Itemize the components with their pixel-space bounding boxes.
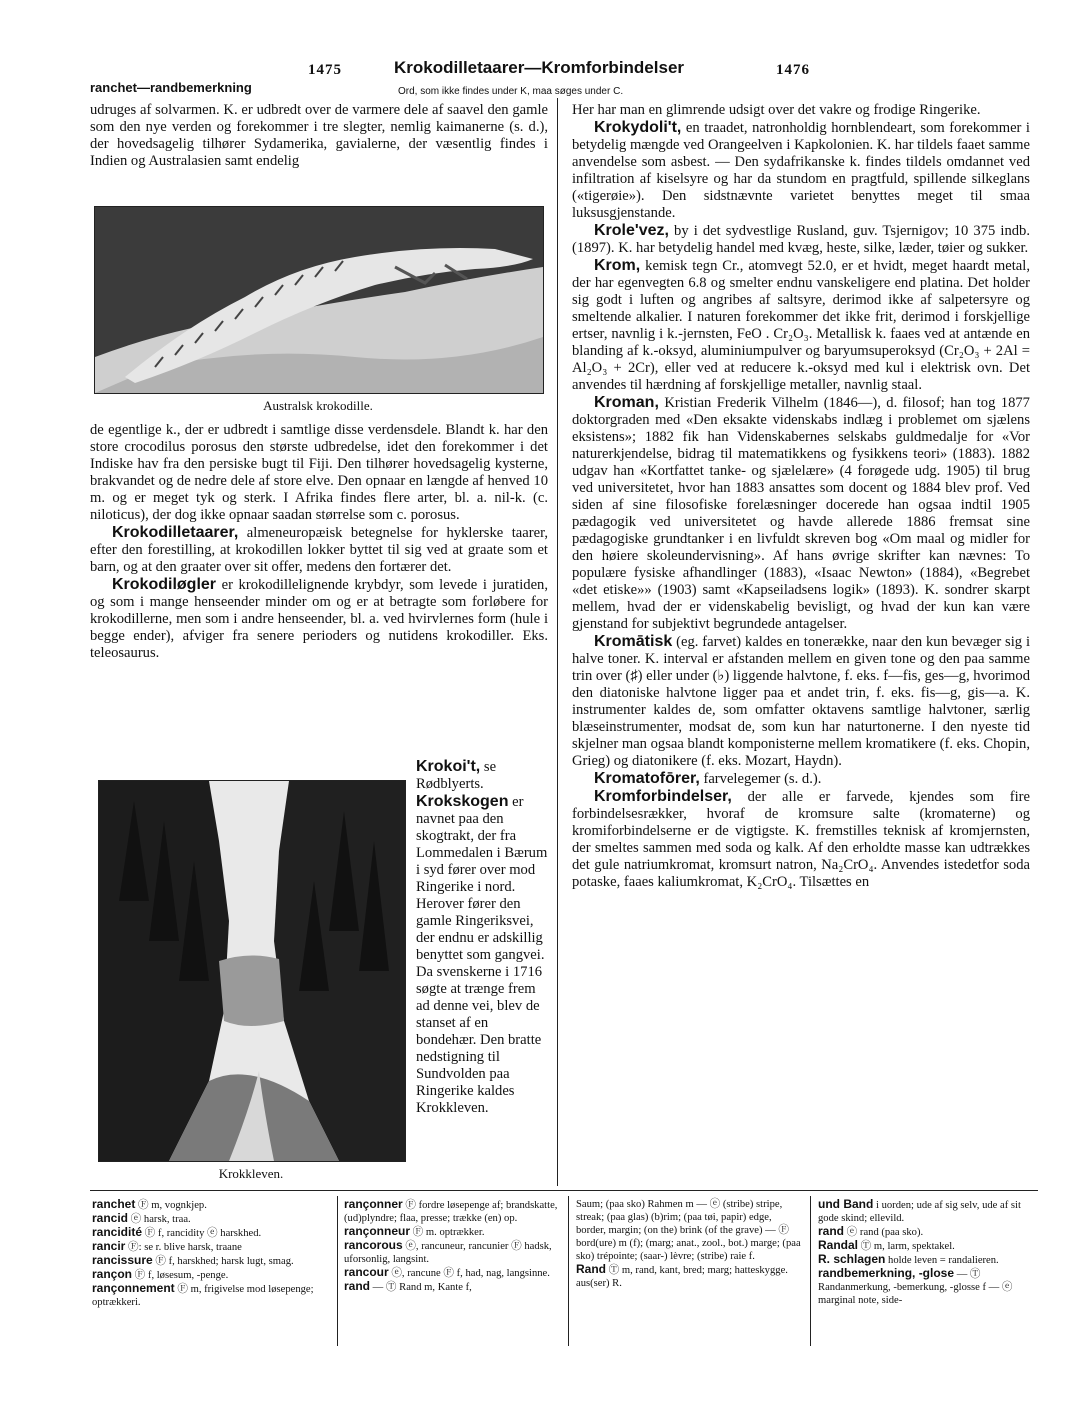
crocodile-caption: Australsk krokodille. <box>263 398 373 413</box>
glossary-word: rançon <box>92 1267 133 1281</box>
glossary-text: — Ⓣ Randanmerkung, -bemerkung, -glosse f — ⓔ marginal note, side- <box>818 1269 1013 1306</box>
column-divider <box>557 98 558 1186</box>
glossary-column-3 <box>576 1198 802 1290</box>
glossary-text: i uorden; ude af sig selv, ude af sit gode skind; ellevild. <box>818 1200 1021 1224</box>
glossary-entry <box>576 1198 802 1263</box>
glossary-column-4 <box>818 1198 1038 1307</box>
entry-text: farvelegemer (s. d.). <box>703 771 822 787</box>
glossary-text: ⓔ, rancuneur, rancunier Ⓕ hadsk, uforsonlig, langsint. <box>344 1241 552 1265</box>
crocodile-photo <box>94 206 544 394</box>
entry-krom <box>572 257 1030 394</box>
glossary-text: Ⓕ m, vognkjep. <box>138 1200 207 1211</box>
footer-divider-3 <box>810 1196 811 1346</box>
headword: Krokoi't, <box>416 758 481 775</box>
glossary-word: rancid <box>92 1211 129 1225</box>
glossary-entry <box>344 1280 560 1294</box>
headword: Krokodilletaarer, <box>112 524 239 541</box>
glossary-text: Ⓕ f, rancidity ⓔ harskhed. <box>144 1228 262 1239</box>
glossary-word: rancorous <box>344 1238 403 1252</box>
crocodile-species-text: de egentlige k., der er udbredt i samtlige disse verdensdele. Blandt k. har den store crocodilus porosus den største udbredelse, idet den forekommer i det Indiske hav fra den persiske bugt til Fiji. Den tilhører hovedsagelig kysterne, brakvandet og de nedre dele af store elve. Den opnaar en længde af henved 10 m. og er meget tyk og sterk. I Afrika findes flere arter, bl. a. nil-k. (c. niloticus), der dog ikke opnaar saadan størrelse som c. porosus. <box>90 422 548 523</box>
glossary-text: ⓔ, rancune Ⓕ f, had, nag, langsinne. <box>391 1268 550 1279</box>
glossary-entry <box>818 1225 1038 1239</box>
glossary-word: randbemerkning, -glose <box>818 1266 955 1280</box>
glossary-column-2 <box>344 1198 560 1294</box>
headword: Kroman, <box>594 394 659 411</box>
entry-kromforbindelser <box>572 788 1030 891</box>
glossary-text: Ⓕ: se r. blive harsk, traane <box>128 1242 242 1253</box>
glossary-text: Ⓣ m, rand, kant, bred; marg; hatteskygge. aus(ser) R. <box>576 1265 788 1289</box>
glossary-entry <box>92 1282 328 1309</box>
left-column-middle <box>90 422 548 662</box>
glossary-entry <box>818 1198 1038 1225</box>
glossary-entry <box>576 1263 802 1290</box>
glossary-text: Ⓕ f, løsesum, -penge. <box>134 1270 229 1281</box>
glossary-entry <box>344 1239 560 1266</box>
entry-krolevez <box>572 222 1030 257</box>
glossary-word: rancour <box>344 1265 389 1279</box>
glossary-entry <box>818 1267 1038 1307</box>
glossary-word: rancissure <box>92 1253 153 1267</box>
glossary-text: ⓔ rand (paa sko). <box>846 1227 924 1238</box>
right-column <box>572 102 1030 891</box>
entry-krokodilogler <box>90 576 548 662</box>
glossary-word: rand <box>344 1279 371 1293</box>
left-headword-range: ranchet—randbemerkning <box>90 80 252 95</box>
glossary-word: ranchet <box>92 1197 136 1211</box>
krokkleven-photo <box>98 780 406 1162</box>
footer-rule <box>90 1190 1038 1191</box>
glossary-word: und Band <box>818 1197 874 1211</box>
running-title: Krokodilletaarer—Kromforbindelser <box>394 58 685 77</box>
glossary-entry <box>818 1253 1038 1267</box>
left-column-top <box>90 102 548 170</box>
entry-text: se Rødblyerts. <box>416 759 497 792</box>
glossary-word: rand <box>818 1224 845 1238</box>
headword: Kromforbindelser, <box>594 788 732 805</box>
glossary-entry <box>92 1254 328 1268</box>
entry-text: almeneuropæisk betegnelse for hyklerske taarer, efter den forestilling, at krokodillen lokker byttet til sig ved at graate som et barn, og at den graater over sit offer, medens den fortærer det. <box>90 525 548 575</box>
page-number-left: 1475 <box>308 62 342 78</box>
entry-krokydolit <box>572 119 1030 222</box>
headword: Krom, <box>594 257 641 274</box>
entry-text: by i det sydvestlige Rusland, guv. Tsjernigov; 10 375 indb. (1897). K. har betydelig handel med kvæg, heste, silke, læder, tøier og sukker. <box>572 223 1030 256</box>
footer-divider-2 <box>568 1196 569 1346</box>
crocodile-intro-text: udruges af solvarmen. K. er udbredt over de varmere dele af saavel den gamle som den nye verden og forekommer i tre slegter, nemlig kaimanerne (s. d.), der hovedsagelig tilhører Sydamerika, gavialerne, der væsentlig findes i Indien og Australasien samt endelig <box>90 102 548 169</box>
forest-illustration <box>99 781 405 1161</box>
glossary-text: Ⓕ fordre løsepenge af; brandskatte, (ud)plyndre; flaa, presse; trække (en) op. <box>344 1200 558 1224</box>
headword: Kromātisk <box>594 633 673 650</box>
glossary-word: Randal <box>818 1238 859 1252</box>
entry-text: kemisk tegn Cr., atomvegt 52.0, er et hvidt, meget haardt metal, der har egenvegten 6.8 og smelter endnu vanskeligere end platina. Det holder sig godt i luften og angribes af saltsyre, derimod ikke af salpetersyre og smeltende alkalier. I naturen forekommer det ikke frit, derimod i forskjellige ertser, navnlig i k.-jernsten, FeO . Cr₂O₃. Metallisk k. faaes ved at antænde en blanding af k.-oksyd, aluminiumpulver og baryumsuperoksyd (Cr₂O₃ + 2Al = Al₂O₃ + 2Cr), eller ved at reducere k.-oksyd med kul i elektrisk ovn. Det anvendes til hærdning af forskjellige metaller, navnlig staal. <box>572 258 1030 393</box>
glossary-entry <box>818 1239 1038 1253</box>
entry-text: er krokodillelignende krybdyr, som levede i juratiden, og som i mange henseender minder om og er at betragte som forløbere for krokodillerne, men som i andre henseender, bl. a. ved hvirvlernes form (hule i begge ender), afviger fra senere perioders og nutidens krokodiller. Eks. teleosaurus. <box>90 577 548 661</box>
glossary-entry <box>92 1268 328 1282</box>
glossary-text: Ⓕ m, frigivelse mod løsepenge; optrækkeri. <box>92 1284 314 1308</box>
ringerike-continuation: Her har man en glimrende udsigt over det vakre og frodige Ringerike. <box>572 102 981 118</box>
headword: Krole'vez, <box>594 222 669 239</box>
glossary-entry <box>92 1198 328 1212</box>
glossary-word: Rand <box>576 1262 606 1276</box>
entry-text: er navnet paa den skogtrakt, der fra Lommedalen i Bærum i syd fører over mod Ringerike i nord. Herover fører den gamle Ringeriksvei, der endnu er adskillig benyttet som gangvei. Da svenskerne i 1716 søgte at trænge frem ad denne vei, blev de stanset af en bondehær. Den bratte nedstigning til Sundvolden paa Ringerike kaldes Krokkleven. <box>416 794 548 1116</box>
entry-krokoit <box>416 758 550 793</box>
entry-text: en traadet, natronholdig hornblendeart, som forekommer i betydelig mængde ved Orangeelven i Kapkolonien. K. har tildels faaet samme anvendelse som asbest. — Den sydafrikanske k. findes tildels omdannet ved infiltration af kiselsyre og har da stundom en pragtfuld, spillende silkeglans («tigerøie»). Den sidstnævnte varietet benyttes meget til smaa luksusgjenstande. <box>572 120 1030 221</box>
glossary-entry <box>344 1198 560 1225</box>
entry-kroman <box>572 394 1030 633</box>
lookup-note: Ord, som ikke findes under K, maa søges under C. <box>398 86 624 97</box>
entry-kromatisk <box>572 633 1030 770</box>
glossary-text: holde leven = randalieren. <box>888 1255 999 1266</box>
glossary-entry <box>344 1225 560 1239</box>
glossary-word: rançonneur <box>344 1224 411 1238</box>
glossary-text: Ⓕ m. optrækker. <box>412 1227 485 1238</box>
glossary-text: Saum; (paa sko) Rahmen m — ⓔ (stribe) stripe, streak; (paa glas) (b)rim; (paa tøi, papir) edge, border, margin; (on the) brink (of the grave) — Ⓕ bord(ure) m (f); (marg; anat., zool., bot.) marge; (paa sko) trépointe; (saar-) lèvre; (stribe) raie f. <box>576 1199 801 1262</box>
entry-text: (eg. farvet) kaldes en tonerække, naar den kun bevæger sig i halve toner. K. interval er afstanden mellem en given tone og den paa samme trin over (♯) eller under (♭) liggende halvtone, f. eks. f—fis, ges—g, hvorimod den diatoniske halvtone ligger paa et andet trin, f. eks. fis—g, gis—a. K. instrumenter kaldes de, som omfatter oktavens samtlige halvtoner, særlig blæseinstrumenter, modsat de, som kun har naturtonerne. I den nyeste tid skjelner man ogsaa blandt komponisterne mellem kromatikere (f. eks. Chopin, Grieg) og diatonikere (f. eks. Mozart, Haydn). <box>572 634 1031 769</box>
crocodile-illustration <box>95 207 543 393</box>
glossary-column-1 <box>92 1198 328 1309</box>
entry-krokodilletaarer <box>90 524 548 576</box>
glossary-word: rancir <box>92 1239 126 1253</box>
glossary-entry <box>92 1240 328 1254</box>
entry-text: Kristian Frederik Vilhelm (1846—), d. filosof; han tog 1877 doktorgraden med «Den eksakte videnskabs indlæg i problemet om sjælens eksistens»; 1882 fik han Videnskabernes selskabs guldmedalje for «Vor naturerkjendelse, bidrag til matematikkens og fysikkens teori» (1883). 1882 udgav han «Kortfattet tanke- og sjælelære» (4 forøgede udg. 1905) til brug ved universitetet, hvor han 1883 ansattes som docent og 1884 blev prof. Ved siden af sine filosofiske forelæsninger docerede han ogsaa indtil 1905 pædagogik ved universitetet og havde allerede 1886 fremsat sine pædagogiske grundtanker i en livfuldt skreven bog «Om maal og midler for den høiere skoleundervisning». Af hans øvrige skrifter kan nævnes: To populære fysiske afhandlinger (1883), «Isaac Newton» (1884), «Begrebet «det etiske»» (1903) samt «Kapseiladsens logik» (1893). K. sondrer skarpt mellem, hvad der er videnskabelig bevisligt, og hvad der kun kan være gjenstand for subjektivt begrundede antagelser. <box>572 395 1030 632</box>
headword: Krokodiløgler <box>112 576 217 593</box>
glossary-entry <box>92 1226 328 1240</box>
footer-divider-1 <box>337 1196 338 1346</box>
entry-text: der alle er farvede, kjendes som fire forbindelsesrækker, hvoraf de kromsure salte (kromaterne) og kromiforbindelserne er de vigtigste. K. fremstilles teknisk af kromjernsten, der smeltes sammen med soda og kalk. Af den erholdte masse kan udtrækkes det gule natriumkromat, kromsurt natron, Na₂CrO₄. Anvendes istedetfor soda potaske, faaes kaliumkromat, K₂CrO₄. Tilsættes en <box>572 789 1031 890</box>
glossary-word: R. schlagen <box>818 1252 886 1266</box>
headword: Krokskogen <box>416 793 509 810</box>
glossary-text: Ⓣ m, larm, spektakel. <box>860 1241 955 1252</box>
left-column-narrow <box>416 758 550 1117</box>
krokkleven-caption: Krokkleven. <box>218 1166 284 1181</box>
entry-kromatoforer <box>572 770 1030 788</box>
glossary-word: rançonnement <box>92 1281 175 1295</box>
glossary-entry <box>344 1266 560 1280</box>
headword: Kromatofōrer, <box>594 770 700 787</box>
glossary-word: rançonner <box>344 1197 403 1211</box>
headword: Krokydoli't, <box>594 119 682 136</box>
glossary-entry <box>92 1212 328 1226</box>
glossary-word: rancidité <box>92 1225 143 1239</box>
entry-krokskogen <box>416 793 550 1117</box>
glossary-text: Ⓕ f, harskhed; harsk lugt, smag. <box>155 1256 294 1267</box>
glossary-text: — Ⓣ Rand m, Kante f, <box>372 1282 472 1293</box>
glossary-text: ⓔ harsk, traa. <box>130 1214 191 1225</box>
page-number-right: 1476 <box>776 62 810 78</box>
